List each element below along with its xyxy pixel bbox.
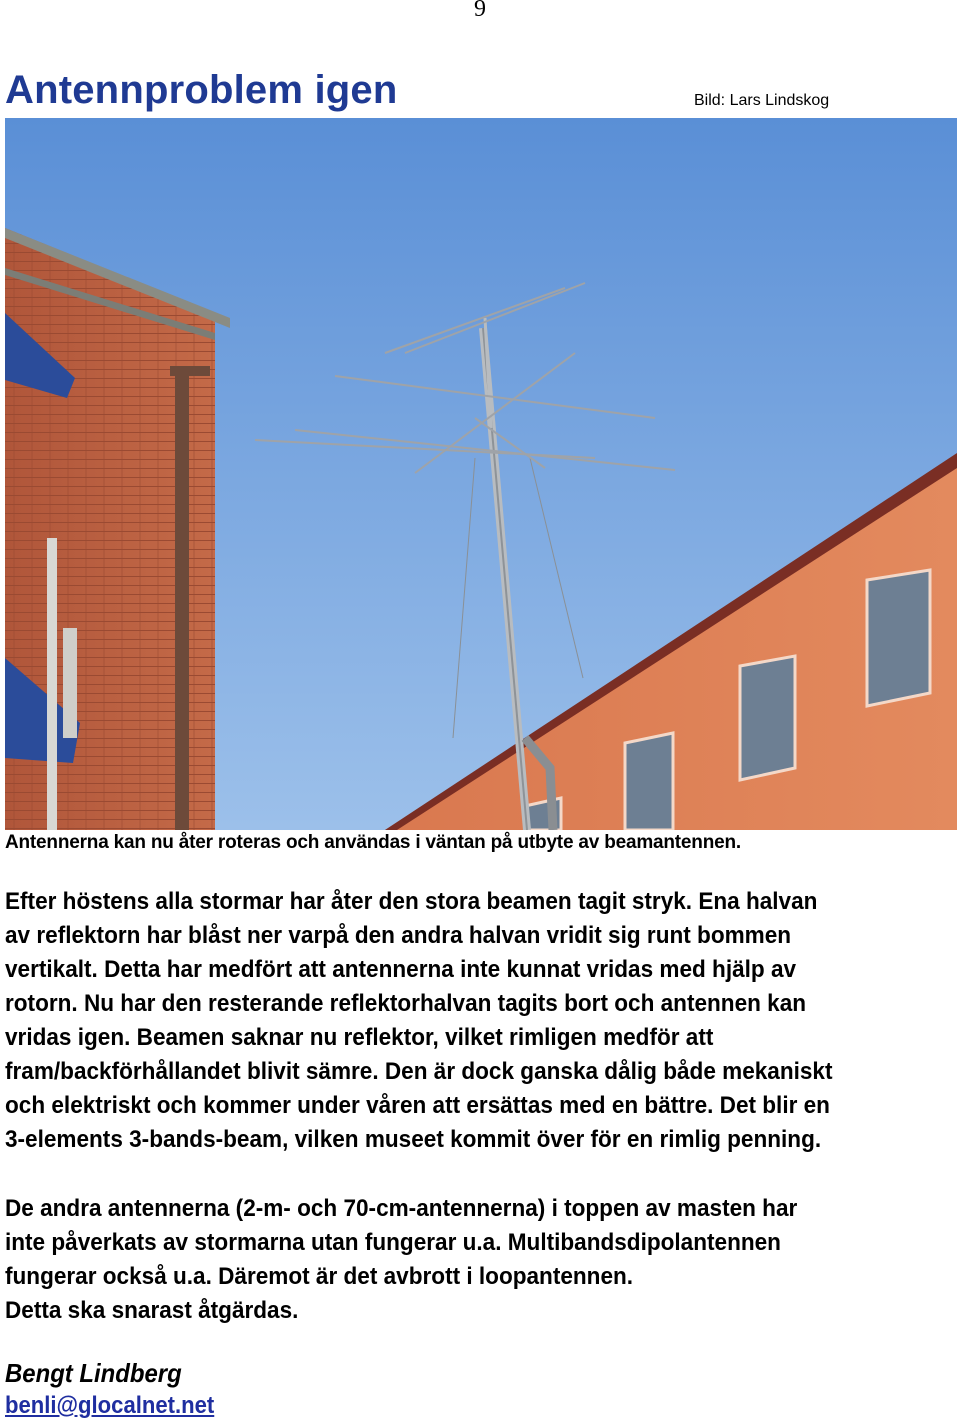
article-title: Antennproblem igen <box>5 68 398 112</box>
text-line: De andra antennerna (2-m- och 70-cm-antennerna) i toppen av masten har <box>5 1195 798 1222</box>
text-line: vertikalt. Detta har medfört att antennerna inte kunnat vridas med hjälp av <box>5 956 797 983</box>
text-line: av reflektorn har blåst ner varpå den andra halvan vridit sig runt bommen <box>5 922 792 949</box>
text-line: rotorn. Nu har den resterande reflektorhalvan tagits bort och antennen kan <box>5 990 807 1017</box>
text-line: vridas igen. Beamen saknar nu reflektor, vilket rimligen medför att <box>5 1024 714 1051</box>
text-line: 3-elements 3-bands-beam, vilken museet kommit över för en rimlig penning. <box>5 1126 822 1153</box>
photo-caption: Antennerna kan nu åter roteras och användas i väntan på utbyte av beamantennen. <box>5 832 741 853</box>
body-paragraph-2 <box>5 1192 954 1328</box>
author-email-link[interactable]: benli@glocalnet.net <box>5 1392 215 1419</box>
page-number: 9 <box>474 0 486 22</box>
text-line: fram/backförhållandet blivit sämre. Den är dock ganska dålig både mekaniskt <box>5 1058 833 1085</box>
author-name: Bengt Lindberg <box>5 1358 182 1388</box>
text-line: fungerar också u.a. Däremot är det avbrott i loopantennen. <box>5 1263 634 1290</box>
text-line: och elektriskt och kommer under våren att ersättas med en bättre. Det blir en <box>5 1092 830 1119</box>
text-line: inte påverkats av stormarna utan fungerar u.a. Multibandsdipolantennen <box>5 1229 781 1256</box>
antenna-photo <box>5 118 957 830</box>
text-line: Detta ska snarast åtgärdas. <box>5 1297 299 1324</box>
body-paragraph-1 <box>5 885 954 1157</box>
text-line: Efter höstens alla stormar har åter den stora beamen tagit stryk. Ena halvan <box>5 888 818 915</box>
photo-credit: Bild: Lars Lindskog <box>694 92 830 109</box>
